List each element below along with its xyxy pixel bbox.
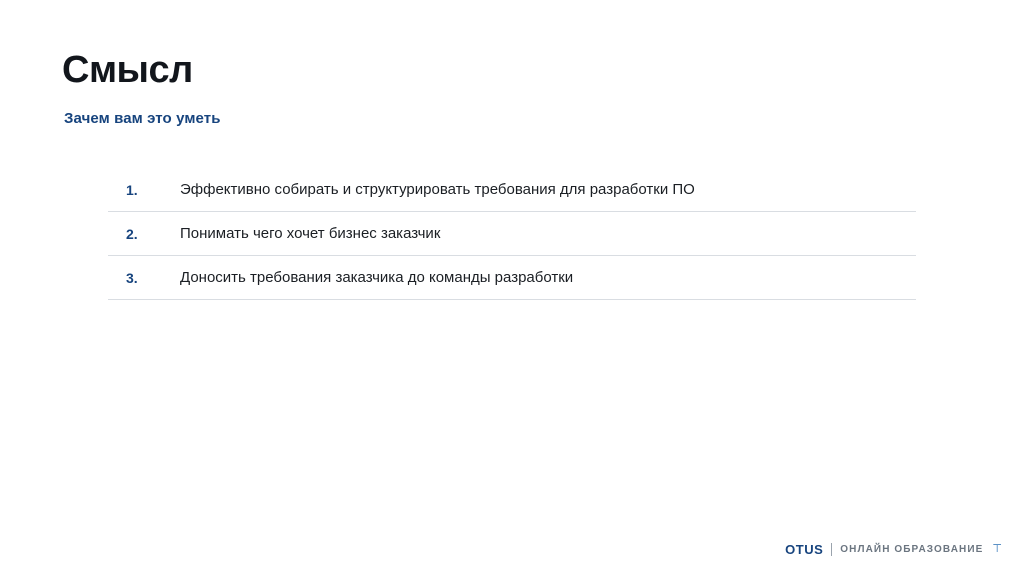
list-item-number: 2. xyxy=(126,225,138,242)
list-item-number: 1. xyxy=(126,181,138,198)
list-item xyxy=(108,168,916,212)
numbered-list xyxy=(108,168,916,300)
list-item xyxy=(108,212,916,256)
list-item-label: Эффективно собирать и структурировать требования для разработки ПО xyxy=(180,180,695,198)
footer-logo xyxy=(785,540,1002,558)
page-title: Смысл xyxy=(62,49,193,91)
list-item-number: 3. xyxy=(126,269,138,286)
brand-tagline: ОНЛАЙН ОБРАЗОВАНИЕ xyxy=(840,543,984,555)
page-subtitle: Зачем вам это уметь xyxy=(64,110,221,127)
list-item-label: Понимать чего хочет бизнес заказчик xyxy=(180,224,441,242)
brand-name: OTUS xyxy=(785,541,824,557)
list-item-label: Доносить требования заказчика до команды разработки xyxy=(180,268,574,286)
list-item xyxy=(108,256,916,300)
trademark-icon: ⊤ xyxy=(992,542,1002,555)
divider xyxy=(831,543,832,556)
